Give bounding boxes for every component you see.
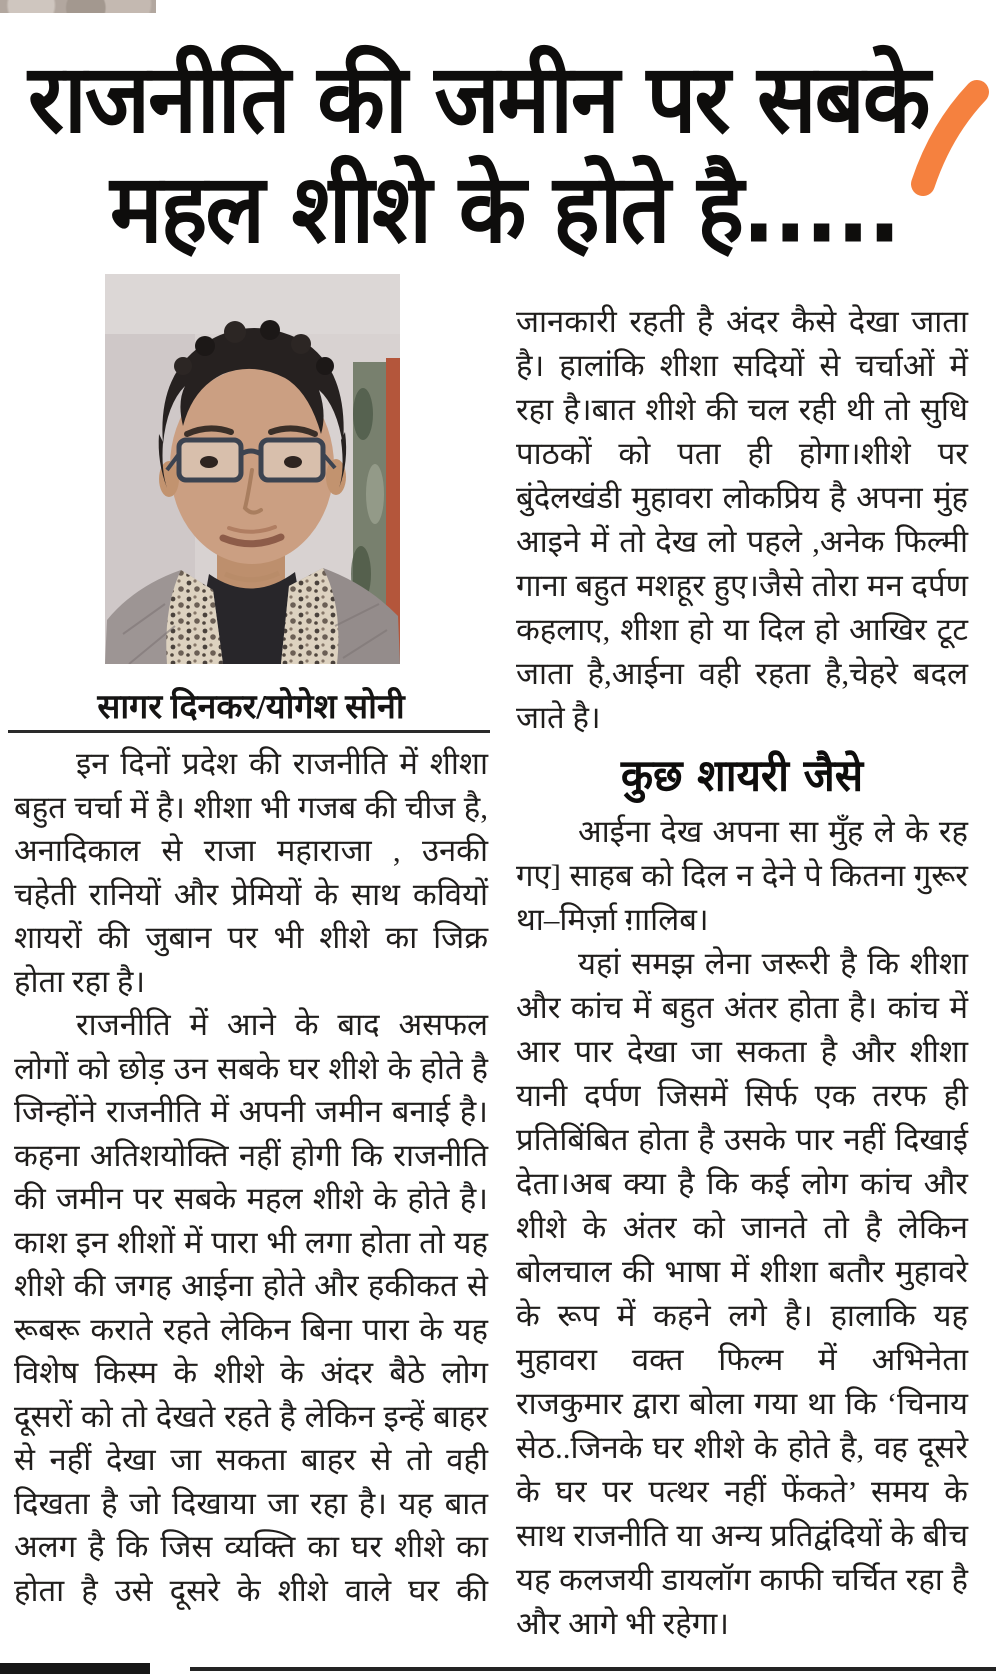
- author-photo: [105, 274, 400, 664]
- torn-photo-fragment: [0, 0, 156, 13]
- byline: सागर दिनकर/योगेश सोनी: [97, 689, 405, 726]
- bottom-bar-left: [0, 1663, 150, 1674]
- bottom-rule-right: [190, 1667, 996, 1671]
- left-column: [14, 742, 488, 1612]
- right-paragraph-3: यहां समझ लेना जरूरी है कि शीशा और कांच में बहुत अंतर होता है। कांच में आर पार देखा जा सकता है और शीशा यानी दर्पण जिसमें सिर्फ एक तरफ ही प्रतिबिंबित होता है उसके पार नहीं दिखाई देता।अब क्या है कि कई लोग कांच और शीशे के अंतर को जानते तो है लेकिन बोलचाल की भाषा में शीशा बतौर मुहावरे के रूप में कहने लगे है। हालाकि यह मुहावरा वक्त फिल्म में अभिनेता राजकुमार द्वारा बोला गया था कि ‘चिनाय सेठ..जिनके घर शीशे के होते है, वह दूसरे के घर पर पत्थर नहीं फेंकते’ समय के साथ राजनीति या अन्य प्रतिद्वंदियों के बीच यह कलजयी डायलॉग काफी चर्चित रहा है और आगे भी रहेगा।: [516, 946, 968, 1641]
- byline-rule: [8, 730, 490, 733]
- left-paragraph-2: राजनीति में आने के बाद असफल लोगों को छोड़ उन सबके घर शीशे के होते है जिन्होंने राजनीति में अपनी जमीन बनाई है। कहना अतिशयोक्ति नहीं होगी कि राजनीति की जमीन पर सबके महल शीशे के होते है।काश इन शीशों में पारा भी लगा होता तो यह शीशे की जगह आईना होते और हकीकत से रूबरू कराते रहते लेकिन बिना पारा के यह विशेष किस्म के शीशे के अंदर बैठे लोग दूसरों को तो देखते रहते है लेकिन इन्हें बाहर से नहीं देखा जा सकता बाहर से तो वही दिखता है जो दिखाया जा रहा है। यह बात अलग है कि जिस व्यक्ति का घर शीशे का होता है उसे दूसरे के शीशे वाले घर की: [14, 1007, 488, 1608]
- subheading-shayari: कुछ शायरी जैसे: [620, 749, 864, 802]
- headline-line-2: महल शीशे के होते है.....: [110, 152, 900, 265]
- headline-line-1: राजनीति की जमीन पर सबके: [28, 42, 929, 155]
- right-paragraph-1: जानकारी रहती है अंदर कैसे देखा जाता है। हालांकि शीशा सदियों से चर्चाओं में रहा है।बात शीशे की चल रही थी तो सुधि पाठकों को पता ही होगा।शीशे पर बुंदेलखंडी मुहावरा लोकप्रिय है अपना मुंह आइने में तो देख लो पहले ,अनेक फिल्मी गाना बहुत मशहूर हुए।जैसे तोरा मन दर्पण कहलाए, शीशा हो या दिल हो आखिर टूट जाता है,आईना वही रहता है,चेहरे बदल जाते है।: [516, 304, 968, 735]
- right-paragraph-2: आईना देख अपना सा मुँह ले के रह गए] साहब को दिल न देने पे कितना गुरूर था–मिर्ज़ा ग़ालिब।: [516, 814, 968, 937]
- left-paragraph-1: इन दिनों प्रदेश की राजनीति में शीशा बहुत चर्चा में है। शीशा भी गजब की चीज है, अनादिकाल से राजा महाराजा , उनकी चहेती रानियों और प्रेमियों के साथ कवियों शायरों की जुबान पर भी शीशे का जिक्र होता रहा है।: [14, 746, 488, 999]
- orange-slash-icon: [903, 78, 996, 200]
- right-column: [516, 300, 968, 1646]
